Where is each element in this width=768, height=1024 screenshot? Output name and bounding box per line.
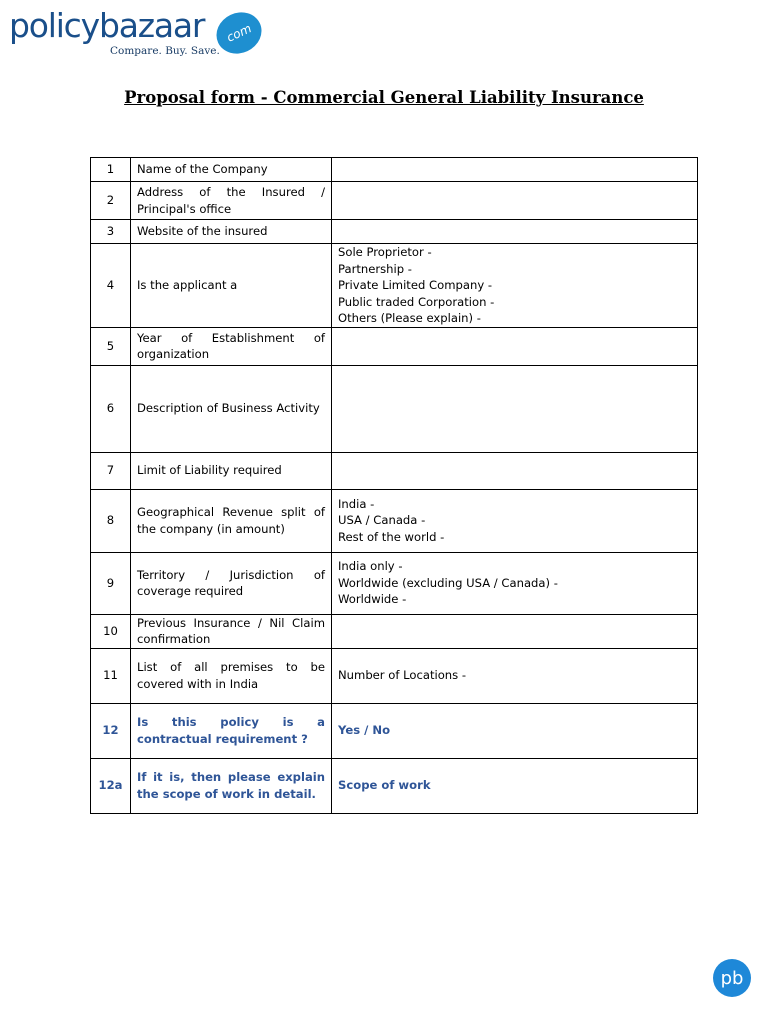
answer-cell[interactable] — [332, 614, 698, 648]
question-cell: Description of Business Activity — [131, 365, 332, 452]
answer-option: Scope of work — [338, 778, 431, 793]
answer-option: Yes / No — [338, 723, 391, 738]
answer-option: Public traded Corporation - — [338, 294, 495, 309]
answer-cell[interactable] — [332, 489, 698, 552]
row-number: 1 — [91, 158, 131, 182]
answer-option: Sole Proprietor - — [338, 245, 432, 259]
answer-option: Others (Please explain) - — [338, 311, 481, 325]
answer-cell[interactable] — [332, 327, 698, 365]
answer-option: Rest of the world - — [338, 529, 445, 544]
answer-cell[interactable] — [332, 758, 698, 813]
question-cell: Territory / Jurisdiction of coverage required — [131, 552, 332, 614]
question-cell: Previous Insurance / Nil Claim confirmation — [131, 614, 332, 648]
answer-option: USA / Canada - — [338, 513, 426, 528]
logo-wordmark: policybazaar — [9, 6, 205, 45]
row-number: 3 — [91, 220, 131, 244]
form-row — [91, 365, 698, 452]
answer-option: Partnership - — [338, 261, 412, 276]
page-title-text: Proposal form - Commercial General Liability Insurance — [124, 88, 644, 107]
proposal-form-table — [90, 157, 698, 814]
row-number: 12a — [91, 758, 131, 813]
form-row — [91, 703, 698, 758]
form-row — [91, 182, 698, 220]
answer-cell[interactable] — [332, 182, 698, 220]
question-cell: Website of the insured — [131, 220, 332, 244]
logo-com-badge: com — [210, 5, 269, 61]
row-number: 9 — [91, 552, 131, 614]
form-row — [91, 614, 698, 648]
form-row — [91, 552, 698, 614]
answer-option: India only - — [338, 559, 403, 574]
answer-cell[interactable] — [332, 244, 698, 328]
row-number: 2 — [91, 182, 131, 220]
form-row — [91, 244, 698, 328]
form-row — [91, 452, 698, 489]
row-number: 12 — [91, 703, 131, 758]
question-cell: Address of the Insured / Principal's office — [131, 182, 332, 220]
answer-cell[interactable] — [332, 452, 698, 489]
form-row — [91, 489, 698, 552]
answer-cell[interactable] — [332, 552, 698, 614]
row-number: 5 — [91, 327, 131, 365]
answer-cell[interactable] — [332, 158, 698, 182]
answer-cell[interactable] — [332, 648, 698, 703]
answer-option: Number of Locations - — [338, 668, 467, 683]
question-cell: List of all premises to be covered with in India — [131, 648, 332, 703]
row-number: 10 — [91, 614, 131, 648]
question-cell: Name of the Company — [131, 158, 332, 182]
question-cell: Is the applicant a — [131, 244, 332, 328]
question-cell: If it is, then please explain the scope of work in detail. — [131, 758, 332, 813]
logo-tagline: Compare. Buy. Save. — [110, 45, 220, 57]
row-number: 6 — [91, 365, 131, 452]
row-number: 7 — [91, 452, 131, 489]
answer-option: Worldwide - — [338, 592, 407, 607]
question-cell: Geographical Revenue split of the company (in amount) — [131, 489, 332, 552]
pb-logo-icon: pb — [713, 959, 751, 997]
form-row — [91, 327, 698, 365]
answer-cell[interactable] — [332, 703, 698, 758]
row-number: 4 — [91, 244, 131, 328]
question-cell: Year of Establishment of organization — [131, 327, 332, 365]
question-cell: Limit of Liability required — [131, 452, 332, 489]
policybazaar-logo — [9, 6, 269, 62]
row-number: 11 — [91, 648, 131, 703]
form-row — [91, 648, 698, 703]
answer-cell[interactable] — [332, 365, 698, 452]
answer-option: India - — [338, 496, 375, 511]
form-row — [91, 758, 698, 813]
question-cell: Is this policy is a contractual requirement ? — [131, 703, 332, 758]
page-title — [0, 88, 768, 107]
form-row — [91, 158, 698, 182]
answer-cell[interactable] — [332, 220, 698, 244]
form-row — [91, 220, 698, 244]
answer-option: Private Limited Company - — [338, 278, 493, 292]
answer-option: Worldwide (excluding USA / Canada) - — [338, 575, 558, 590]
row-number: 8 — [91, 489, 131, 552]
